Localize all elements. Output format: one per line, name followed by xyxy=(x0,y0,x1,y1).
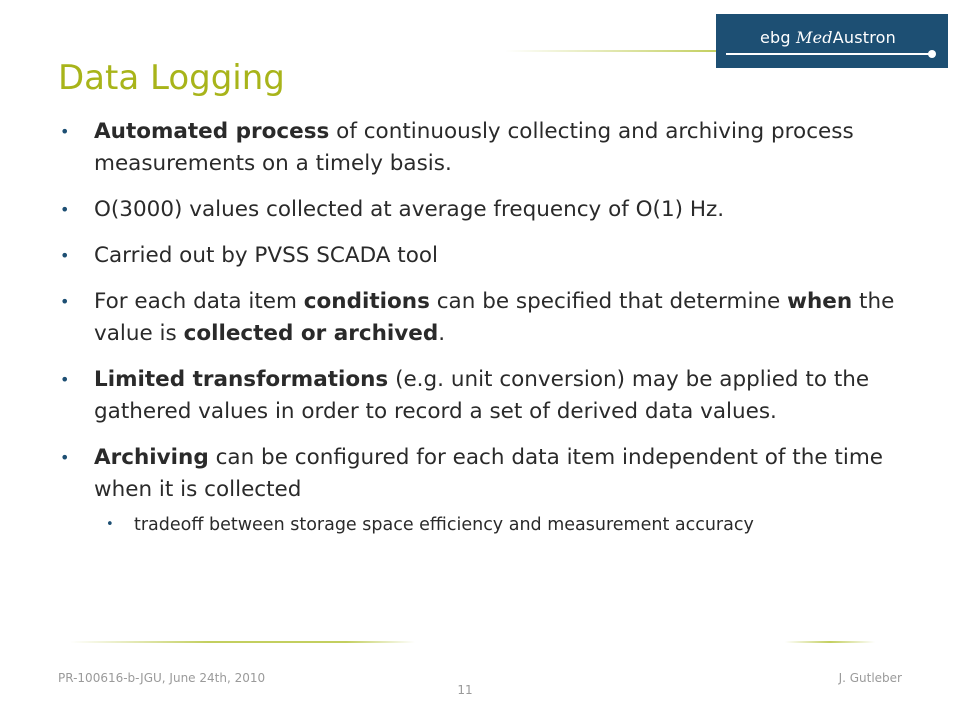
bullet-item xyxy=(58,286,918,350)
logo-suffix: Austron xyxy=(832,28,897,47)
bullet-text: O(3000) values collected at average frequency of O(1) Hz. xyxy=(94,197,725,222)
bullet-text: (e.g. unit conversion) may be applied to the gathered values in order to record a set of derived data values. xyxy=(94,367,870,424)
bullet-item xyxy=(58,194,918,226)
logo-prefix: ebg xyxy=(760,28,797,47)
sub-bullet-item xyxy=(94,512,918,538)
bullet-text-bold: Archiving xyxy=(94,445,209,470)
bullet-dot-icon: • xyxy=(60,292,70,311)
bullet-list xyxy=(58,116,918,552)
ebg-medaustron-logo xyxy=(716,14,948,68)
bullet-text-bold: Automated process xyxy=(94,119,330,144)
bullet-text: For each data item xyxy=(94,289,304,314)
bullet-dot-icon: • xyxy=(60,370,70,389)
bullet-text: of continuously collecting and archiving process measurements on a timely basis. xyxy=(94,119,854,176)
sub-bullet-text: tradeoff between storage space efficiency and measurement accuracy xyxy=(134,515,754,535)
bullet-dot-icon: • xyxy=(60,448,70,467)
logo-underline xyxy=(726,53,932,55)
bullet-text: Carried out by PVSS SCADA tool xyxy=(94,243,439,268)
bullet-item xyxy=(58,442,918,538)
footer-accent-line-right xyxy=(785,641,875,643)
bullet-text-bold: conditions xyxy=(303,289,430,314)
bullet-dot-icon: • xyxy=(60,246,70,265)
bullet-item xyxy=(58,364,918,428)
bullet-text-bold: Limited transformations xyxy=(94,367,389,392)
bullet-text: the value is xyxy=(94,289,895,346)
bullet-dot-icon: • xyxy=(60,122,70,141)
bullet-item xyxy=(58,240,918,272)
header-accent-line xyxy=(505,50,718,52)
logo-med: Med xyxy=(796,28,833,47)
footer-reference: PR-100616-b-JGU, June 24th, 2010 xyxy=(58,671,266,685)
bullet-dot-icon: • xyxy=(60,200,70,219)
slide-title: Data Logging xyxy=(58,58,285,98)
bullet-item xyxy=(58,116,918,180)
bullet-text-bold: when xyxy=(787,289,853,314)
bullet-text-bold: collected or archived xyxy=(183,321,439,346)
sub-bullet-list xyxy=(94,512,918,538)
logo-text xyxy=(760,28,896,48)
logo-dot xyxy=(928,50,936,58)
bullet-text: can be configured for each data item independent of the time when it is collected xyxy=(94,445,883,502)
bullet-dot-icon: • xyxy=(106,517,114,532)
page-number: 11 xyxy=(457,683,473,697)
bullet-text: . xyxy=(438,321,446,346)
bullet-text: can be specified that determine xyxy=(429,289,788,314)
footer-author: J. Gutleber xyxy=(838,671,902,685)
footer-accent-line-left xyxy=(70,641,415,643)
